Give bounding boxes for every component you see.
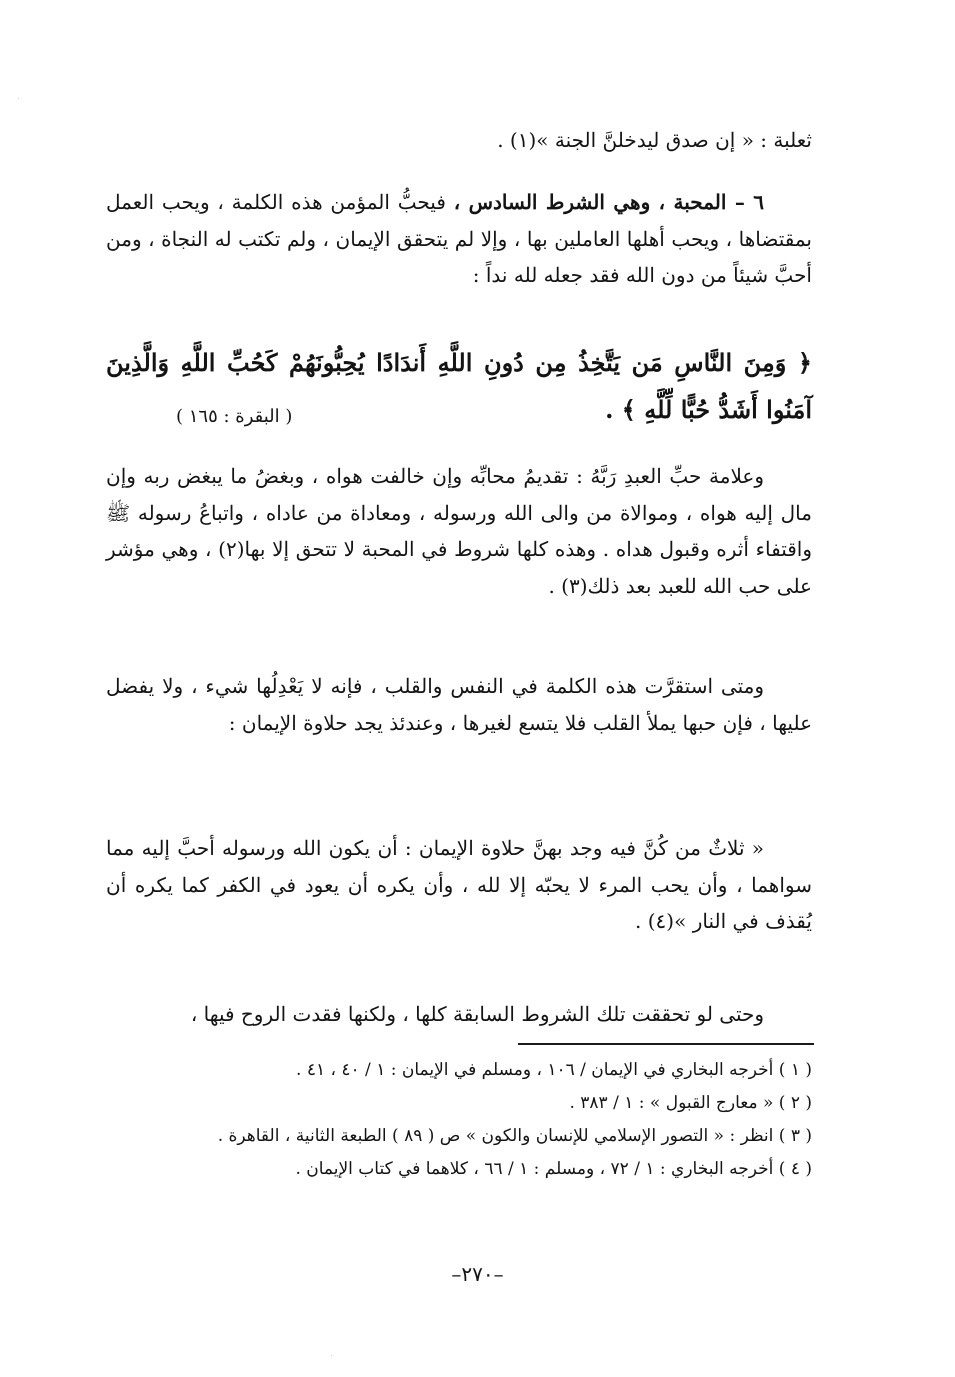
footnote-item: ( ٤ ) أخرجه البخاري : ١ / ٧٢ ، ومسلم : ١ / ٦٦ ، كلاهما في كتاب الإيمان . [295, 1159, 812, 1179]
paragraph-condition-six [106, 184, 812, 294]
hadith-block [106, 830, 812, 940]
quran-verse: ﴿ وَمِنَ النَّاسِ مَن يَتَّخِذُ مِن دُونِ اللَّهِ أَندَادًا يُحِبُّونَهُمْ كَحُبِّ اللَّهِ وَالَّذِينَ آمَنُوا أَشَدُّ حُبًّا لِّلَّهِ ﴾ . [106, 348, 812, 424]
section-heading-condition-six: ٦ – المحبة ، وهي الشرط السادس ، [453, 190, 764, 214]
paragraph-hadith-three-things: « ثلاثٌ من كُنَّ فيه وجد بهنَّ حلاوة الإيمان : أن يكون الله ورسوله أحبَّ إليه مما سواهما ، وأن يحب المرء لا يحبّه إلا لله ، وأن يكره أن يعود في الكفر كما يكره أن يُقذف في النار »(٤) . [106, 836, 812, 933]
paragraph-condition-six-body: فيحبُّ المؤمن هذه الكلمة ، ويحب العمل بمقتضاها ، ويحب أهلها العاملين بها ، وإلا لم يتحقق الإيمان ، ولم تكتب له النجاة ، ومن أحبَّ شيئاً من دون الله فقد جعله لله نداً : [106, 190, 812, 287]
paragraph-even-if: وحتى لو تحققت تلك الشروط السابقة كلها ، ولكنها فقدت الروح فيها ، [190, 1002, 764, 1026]
love-condition-section [106, 184, 812, 294]
paragraph-signs-of-love: وعلامة حبِّ العبدِ رَبَّهُ : تقديمُ محابِّه وإن خالفت هواه ، وبغضُ ما يبغض ربه وإن مال إليه هواه ، وموالاة من والى الله ورسوله ، ومعاداة من عاداه ، واتباعُ رسوله ﷺ واقتفاء أثره وقبول هداه . وهذه كلها شروط في المحبة لا تتحق إلا بها(٢) ، وهي مؤشر على حب الله للعبد بعد ذلك(٣) . [106, 464, 812, 598]
footnote-item: ( ١ ) أخرجه البخاري في الإيمان / ١٠٦ ، ومسلم في الإيمان : ١ / ٤٠ ، ٤١ . [296, 1060, 812, 1080]
verse-reference: ( البقرة : ١٦٥ ) [176, 406, 293, 427]
quran-verse-block [106, 339, 812, 433]
paragraph-continuation: ثعلبة : « إن صدق ليدخلنَّ الجنة »(١) . [497, 128, 812, 152]
sweetness-section [106, 668, 812, 741]
footnotes [106, 1054, 812, 1186]
signs-of-love-section [106, 458, 812, 604]
footnote-item: ( ٣ ) انظر : « التصور الإسلامي للإنسان والكون » ص ( ٨٩ ) الطبعة الثانية ، القاهرة . [217, 1126, 812, 1146]
scan-speck [331, 1355, 332, 1356]
paragraph-sweetness-of-faith: ومتى استقرَّت هذه الكلمة في النفس والقلب ، فإنه لا يَعْدِلُها شيء ، ولا يفضل عليها ، فإن حبها يملأ القلب فلا يتسع لغيرها ، وعندئذ يجد حلاوة الإيمان : [106, 674, 812, 735]
final-paragraph-block [106, 996, 812, 1033]
footnote-separator [518, 1043, 814, 1045]
page-number: –٢٧٠– [451, 1262, 504, 1286]
continued-paragraph [106, 122, 812, 159]
footnote-item: ( ٢ ) « معارج القبول » : ١ / ٣٨٣ . [569, 1093, 812, 1113]
scan-speck [18, 98, 19, 99]
